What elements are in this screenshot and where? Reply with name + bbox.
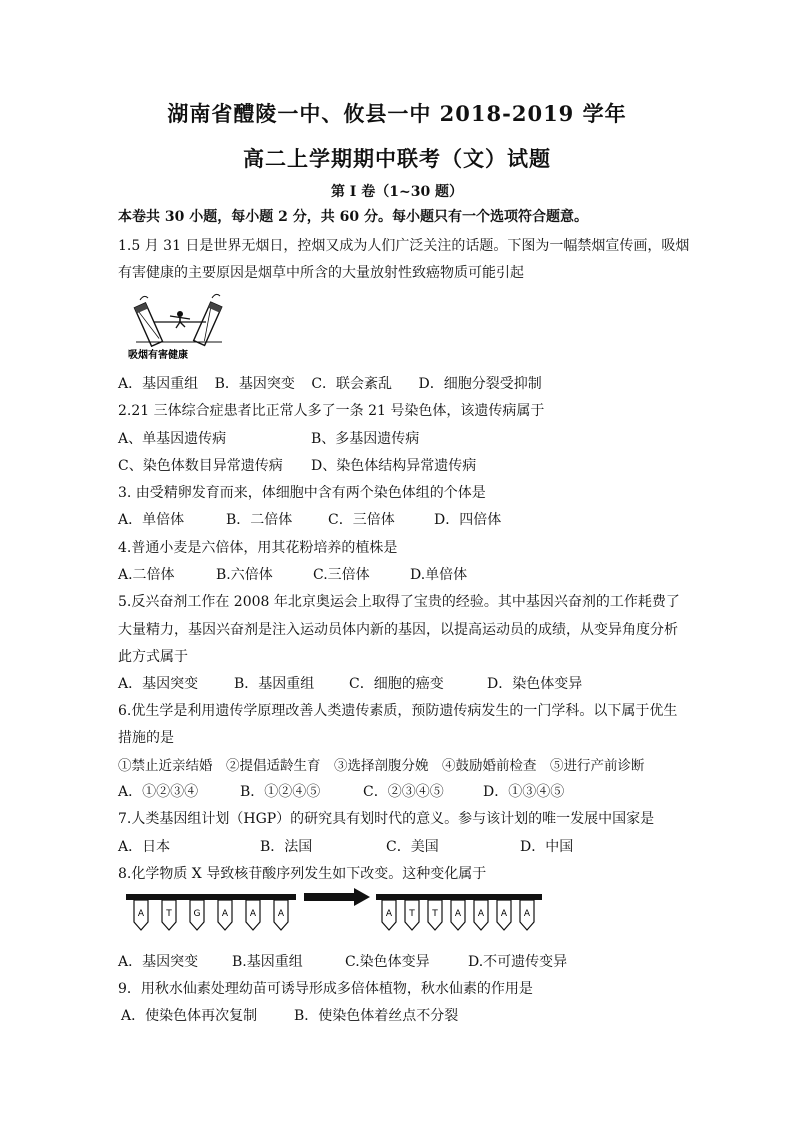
bases-after: [382, 900, 534, 930]
q1-stem-line2: 有害健康的主要原因是烟草中所含的大量放射性致癌物质可能引起: [118, 265, 524, 281]
q8-option-c: C.染色体变异: [345, 954, 430, 970]
q7-option-d: D．中国: [520, 839, 574, 855]
exam-title-line1: 湖南省醴陵一中、攸县一中 2018-2019 学年: [167, 101, 627, 126]
q6-stem-line2: 措施的是: [118, 730, 174, 746]
q6-option-c: C．②③④⑤: [363, 784, 444, 800]
q9-stem: 9．用秋水仙素处理幼苗可诱导形成多倍体植物，秋水仙素的作用是: [118, 981, 533, 997]
q4-option-d: D.单倍体: [410, 567, 468, 583]
q7-option-a: A．日本: [118, 839, 171, 855]
q2-option-c: C、染色体数目异常遗传病: [118, 458, 283, 474]
before-base-label: A: [221, 909, 229, 919]
q3-option-d: D．四倍体: [434, 512, 502, 528]
after-base-label: A: [477, 909, 485, 919]
q8-option-d: D.不可遗传变异: [468, 954, 568, 970]
q5-stem-line2: 大量精力，基因兴奋剂是注入运动员体内新的基因，以提高运动员的成绩，从变异角度分析: [118, 622, 678, 638]
q6-option-a: A．①②③④: [118, 784, 199, 800]
q8-option-a: A．基因突变: [118, 954, 199, 970]
exam-title-line2: 高二上学期期中联考（文）试题: [243, 146, 551, 171]
poster-caption: 吸烟有害健康: [128, 350, 188, 361]
q1-option-a: A．基因重组: [118, 376, 199, 392]
after-base-label: A: [523, 909, 531, 919]
q2-option-a: A、单基因遗传病: [118, 431, 227, 447]
q7-stem: 7.人类基因组计划（HGP）的研究具有划时代的意义。参与该计划的唯一发展中国家是: [118, 811, 655, 827]
after-base-label: A: [385, 909, 393, 919]
q4-stem: 4.普通小麦是六倍体，用其花粉培养的植株是: [118, 540, 398, 556]
q1-stem-line1: 1.5 月 31 日是世界无烟日，控烟又成为人们广泛关注的话题。下图为一幅禁烟宣传画，吸烟: [118, 238, 690, 254]
q6-measures: ①禁止近亲结婚 ②提倡适龄生育 ③选择剖腹分娩 ④鼓励婚前检查 ⑤进行产前诊断: [118, 758, 645, 774]
q4-option-c: C.三倍体: [313, 567, 370, 583]
q9-option-b: B．使染色体着丝点不分裂: [294, 1008, 459, 1024]
bases-before: [134, 900, 288, 930]
after-base-label: T: [432, 909, 438, 919]
instructions: 本卷共 30 小题，每小题 2 分，共 60 分。每小题只有一个选项符合题意。: [118, 209, 588, 225]
q7-option-b: B．法国: [260, 839, 313, 855]
q7-option-c: C．美国: [386, 839, 439, 855]
arrow-icon: [304, 888, 370, 906]
q1-options: [118, 373, 542, 393]
before-base-label: G: [193, 909, 201, 919]
q2-stem: 2.21 三体综合症患者比正常人多了一条 21 号染色体，该遗传病属于: [118, 403, 545, 419]
q5-option-a: A．基因突变: [118, 676, 199, 692]
q9-option-a: A．使染色体再次复制: [121, 1008, 258, 1024]
q3-option-b: B．二倍体: [226, 512, 293, 528]
q2-option-b: B、多基因遗传病: [311, 431, 420, 447]
no-smoking-poster: [124, 292, 234, 364]
before-base-label: A: [137, 909, 145, 919]
q3-option-a: A．单倍体: [118, 512, 185, 528]
nucleotide-mutation-diagram: [118, 884, 558, 936]
q8-option-b: B.基因重组: [232, 954, 303, 970]
q1-option-d: D．细胞分裂受抑制: [418, 376, 542, 392]
after-base-label: T: [409, 909, 415, 919]
q5-option-b: B．基因重组: [234, 676, 315, 692]
q4-option-a: A.二倍体: [118, 567, 175, 583]
q8-stem: 8.化学物质 X 导致核苷酸序列发生如下改变。这种变化属于: [118, 866, 487, 882]
q6-option-d: D．①③④⑤: [483, 784, 565, 800]
q6-stem-line1: 6.优生学是利用遗传学原理改善人类遗传素质，预防遗传病发生的一门学科。以下属于优生: [118, 703, 678, 719]
after-base-label: A: [454, 909, 462, 919]
q3-option-c: C．三倍体: [328, 512, 395, 528]
q6-option-b: B．①②④⑤: [240, 784, 321, 800]
q4-option-b: B.六倍体: [216, 567, 273, 583]
section-heading: 第 I 卷（1~30 题）: [330, 184, 464, 200]
q5-stem-line1: 5.反兴奋剂工作在 2008 年北京奥运会上取得了宝贵的经验。其中基因兴奋剂的工作耗费了: [118, 594, 680, 610]
q3-stem: 3. 由受精卵发育而来，体细胞中含有两个染色体组的个体是: [118, 485, 486, 501]
before-base-label: A: [249, 909, 257, 919]
dna-backbone-after: [376, 894, 542, 900]
before-base-label: T: [166, 909, 172, 919]
q1-option-b: B．基因突变: [214, 376, 295, 392]
after-base-label: A: [500, 909, 508, 919]
q5-option-c: C．细胞的癌变: [349, 676, 444, 692]
q5-option-d: D．染色体变异: [487, 676, 583, 692]
q5-stem-line3: 此方式属于: [118, 649, 188, 665]
q2-option-d: D、染色体结构异常遗传病: [311, 458, 477, 474]
q1-option-c: C．联会紊乱: [311, 376, 393, 392]
before-base-label: A: [277, 909, 285, 919]
dna-backbone-before: [126, 894, 296, 900]
